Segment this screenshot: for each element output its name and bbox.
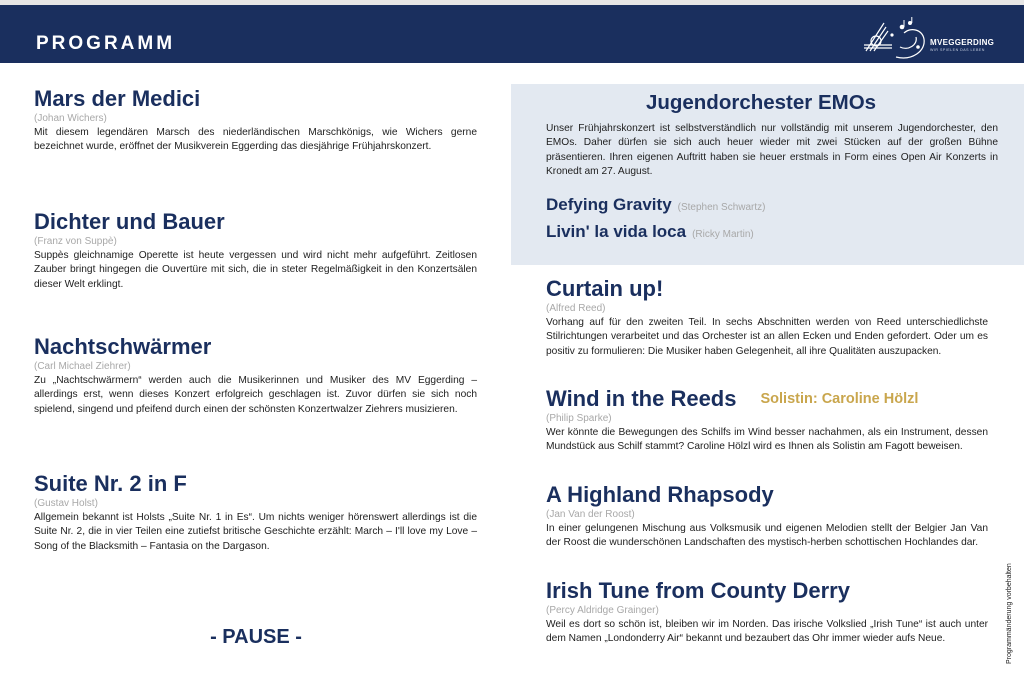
youth-orchestra-description: Unser Frühjahrskonzert ist selbstverständlich nur vollständig mit unserem Jugendorchester, den EMOs. Daher dürfen sie sich auch heuer wieder mit zwei Stücken auf der großen Bühne präsentieren. Ihren eigenen Auftritt haben sie heuer erstmals in Form eines Open Air Konzerts in Kronedt am 27. August.	[546, 123, 998, 177]
song-composer: (Ricky Martin)	[692, 229, 754, 240]
program-item-mars-der-medici	[34, 86, 477, 155]
song-composer: (Stephen Schwartz)	[677, 202, 766, 213]
piece-title: A Highland Rhapsody	[546, 482, 774, 507]
music-notes-logo-icon	[862, 17, 932, 63]
piece-composer: (Jan Van der Roost)	[546, 509, 635, 520]
header-bar	[0, 5, 1024, 63]
piece-title: Dichter und Bauer	[34, 209, 225, 234]
program-item-dichter-und-bauer	[34, 209, 477, 292]
piece-title-row	[546, 386, 988, 412]
change-notice: Programmänderung vorbehalten	[1006, 563, 1013, 664]
youth-song-item	[546, 195, 765, 215]
program-item-suite-nr-2	[34, 471, 477, 554]
piece-title: Wind in the Reeds	[546, 386, 737, 411]
piece-description: Allgemein bekannt ist Holsts „Suite Nr. 1 in Es“. Um nichts weniger hörenswert allerdings ist die Suite Nr. 2, die in vier Teilen eine zutiefst britische Geschichte erzählt: March – I'll love my Love – Song of the Blacksmith – Fantasia on the Dargason.	[34, 512, 477, 552]
logo-subtext: WIR SPIELEN DAS LEBEN	[930, 48, 985, 52]
piece-description: In einer gelungenen Mischung aus Volksmusik und eigenen Melodien stellt der Belgier Jan Van der Roost die wunderschönen Landschaften des mystisch-herben schottischen Hochlandes dar.	[546, 523, 988, 549]
program-item-highland-rhapsody	[546, 482, 988, 551]
soloist-label: Solistin: Caroline Hölzl	[760, 391, 919, 407]
piece-composer: (Franz von Suppè)	[34, 236, 117, 247]
piece-title: Mars der Medici	[34, 86, 201, 111]
piece-composer: (Percy Aldridge Grainger)	[546, 605, 659, 616]
song-title: Defying Gravity	[546, 195, 672, 214]
youth-orchestra-title: Jugendorchester EMOs	[645, 91, 877, 114]
piece-title: Irish Tune from County Derry	[546, 578, 850, 603]
piece-composer: (Johan Wichers)	[34, 113, 107, 124]
pause-label: - PAUSE -	[210, 626, 302, 648]
piece-composer: (Alfred Reed)	[546, 303, 606, 314]
piece-description: Wer könnte die Bewegungen des Schilfs im Wind besser nachahmen, als ein Instrument, dessen Mundstück aus Schilf stammt? Caroline Hölzl wird es Ihnen als Solistin am Fagott beweisen.	[546, 427, 988, 453]
piece-description: Weil es dort so schön ist, bleiben wir im Norden. Das irische Volkslied „Irish Tune“ ist auch unter dem Namen „Londonderry Air“ bekannt und bezaubert das Ohr immer wieder aufs Neue.	[546, 619, 988, 645]
piece-description: Mit diesem legendären Marsch des niederländischen Marschkönigs, wie Wichers gerne bezeichnet wurde, eröffnet der Musikverein Eggerding das diesjährige Frühjahrskonzert.	[34, 127, 477, 153]
piece-title: Suite Nr. 2 in F	[34, 471, 187, 496]
piece-composer: (Gustav Holst)	[34, 498, 98, 509]
youth-orchestra-box	[511, 84, 1024, 265]
logo	[862, 17, 994, 63]
youth-song-item	[546, 222, 754, 242]
program-item-wind-in-the-reeds	[546, 386, 988, 455]
program-item-nachtschwaermer	[34, 334, 477, 417]
piece-title: Curtain up!	[546, 276, 664, 301]
piece-composer: (Philip Sparke)	[546, 413, 612, 424]
program-item-curtain-up	[546, 276, 988, 359]
program-item-irish-tune	[546, 578, 988, 647]
piece-composer: (Carl Michael Ziehrer)	[34, 361, 131, 372]
page-title: PROGRAMM	[36, 33, 176, 54]
song-title: Livin' la vida loca	[546, 222, 687, 241]
piece-description: Suppès gleichnamige Operette ist heute vergessen und wird nicht mehr aufgeführt. Zeitlosen Zauber bringt hingegen die Ouvertüre mit sich, die in steter Regelmäßigkeit in den Konzertsälen dieser Welt erklingt.	[34, 250, 477, 290]
piece-description: Vorhang auf für den zweiten Teil. In sechs Abschnitten werden von Reed unterschiedlichste Stilrichtungen verarbeitet und das Orchester ist an allen Ecken und Enden gefordert. Oder um es positiv zu formulieren: Die Musiker haben Gelegenheit, all ihre Qualitäten auszupacken.	[546, 317, 988, 357]
piece-title: Nachtschwärmer	[34, 334, 212, 359]
piece-description: Zu „Nachtschwärmern“ werden auch die Musikerinnen und Musiker des MV Eggerding – allerdings erst, wenn dieses Konzert erfolgreich geschlagen ist. Zuvor dürfen sie sich noch spielend, singend und pfeifend durch einen der schönsten Konzertwalzer Ziehrers musizieren.	[34, 375, 477, 415]
logo-text: MVEGGERDING	[930, 38, 995, 47]
